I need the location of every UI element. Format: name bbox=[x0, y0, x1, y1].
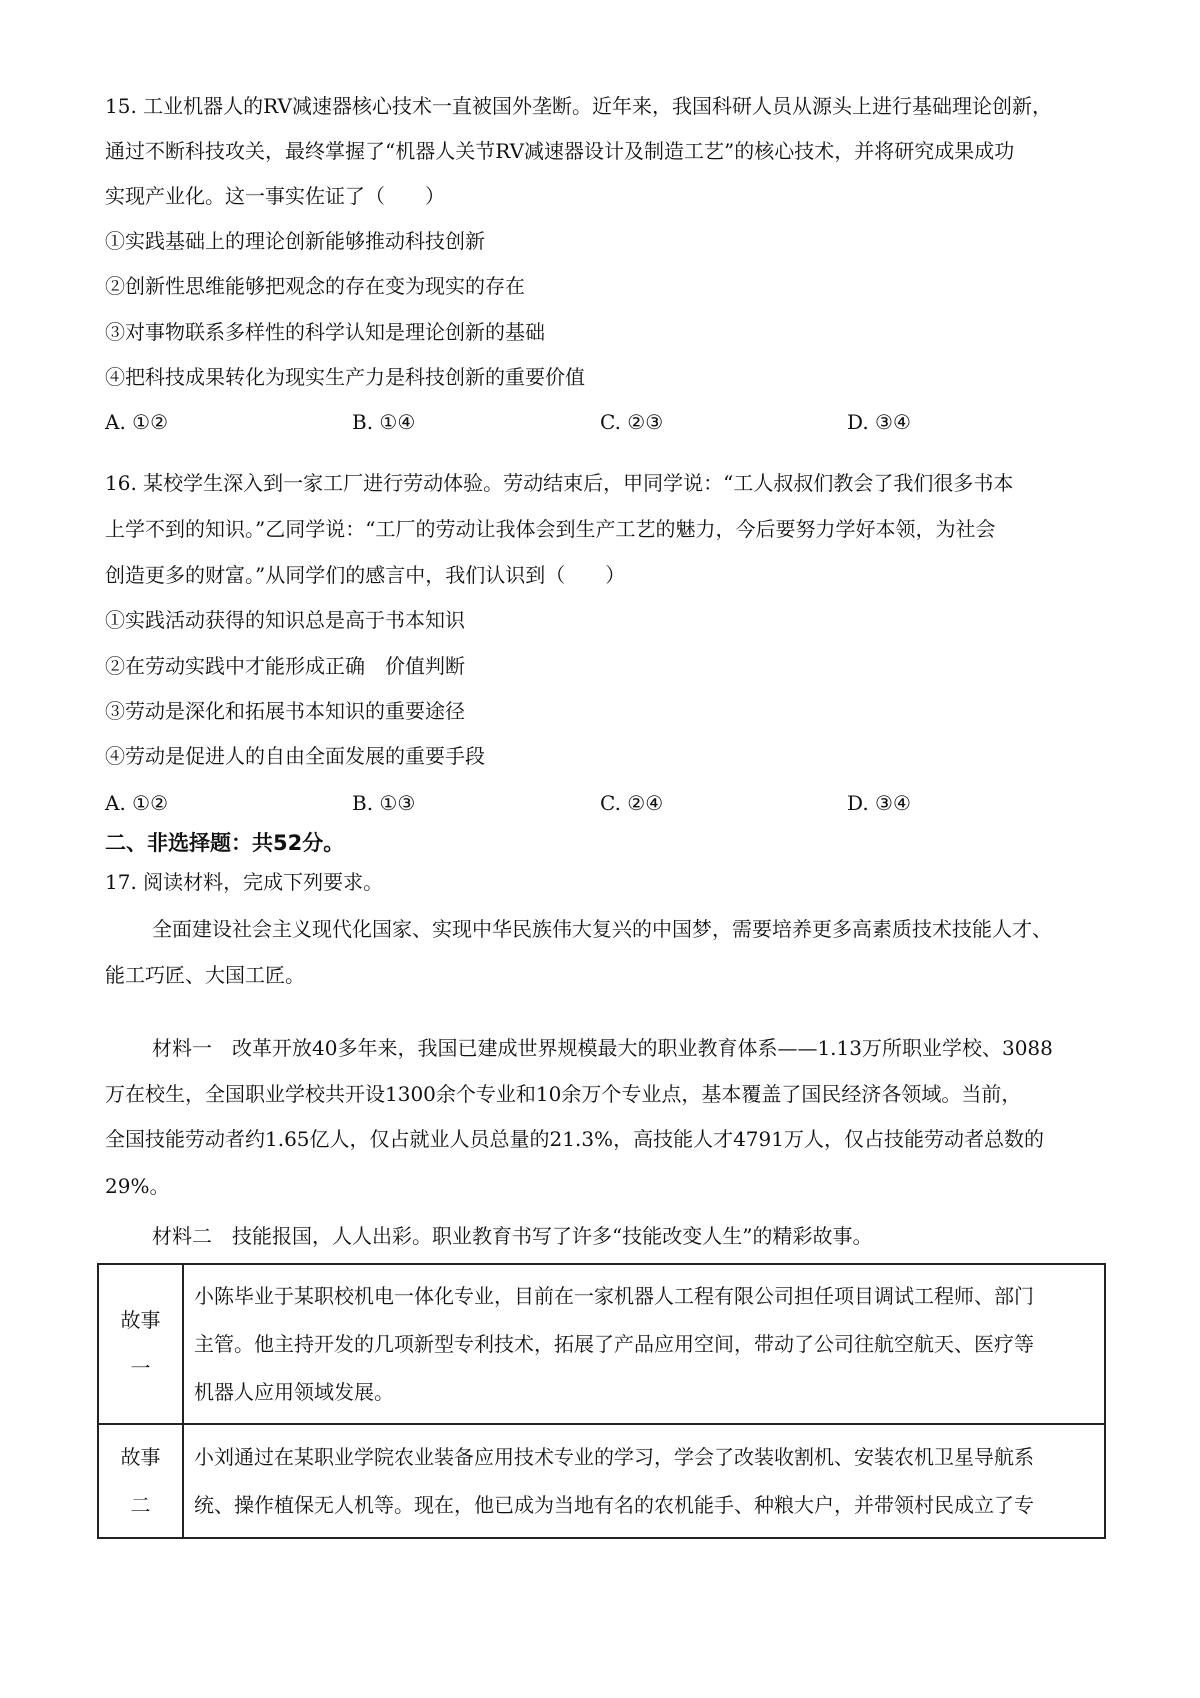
option-b: B. ①③ bbox=[352, 791, 416, 815]
story-label-part: 故事 bbox=[120, 1445, 161, 1469]
option-c: C. ②④ bbox=[600, 791, 664, 815]
story-line: 统、操作植保无人机等。现在，他已成为当地有名的农机能手、种粮大户，并带领村民成立了专 bbox=[194, 1493, 1034, 1517]
section-heading: 二、非选择题：共52分。 bbox=[105, 831, 345, 855]
question-15-statement-3: ③对事物联系多样性的科学认知是理论创新的基础 bbox=[105, 320, 545, 344]
question-16-stem-line-2: 上学不到的知识。”乙同学说：“工厂的劳动让我体会到生产工艺的魅力，今后要努力学好本领，为社会 bbox=[105, 517, 996, 541]
option-b: B. ①④ bbox=[352, 410, 416, 434]
intro-line-2: 能工巧匠、大国工匠。 bbox=[105, 963, 305, 987]
question-15-statement-1: ①实践基础上的理论创新能够推动科技创新 bbox=[105, 229, 485, 253]
material-1-line-2: 万在校生，全国职业学校共开设1300余个专业和10余万个专业点，基本覆盖了国民经济各领域。当前， bbox=[105, 1082, 1022, 1106]
material-1-line-1: 材料一 改革开放40多年来，我国已建成世界规模最大的职业教育体系——1.13万所职业学校、3088 bbox=[152, 1036, 1053, 1060]
table-row bbox=[98, 1264, 1105, 1424]
story-label-part: 故事 bbox=[120, 1308, 161, 1332]
story-1-label bbox=[98, 1264, 183, 1424]
option-a: A. ①② bbox=[105, 791, 169, 815]
story-line: 机器人应用领域发展。 bbox=[194, 1380, 394, 1404]
question-16-statement-3: ③劳动是深化和拓展书本知识的重要途径 bbox=[105, 699, 465, 723]
option-d: D. ③④ bbox=[847, 791, 911, 815]
option-d: D. ③④ bbox=[847, 410, 911, 434]
story-line: 主管。他主持开发的几项新型专利技术，拓展了产品应用空间，带动了公司往航空航天、医疗等 bbox=[194, 1332, 1034, 1356]
question-15-statement-4: ④把科技成果转化为现实生产力是科技创新的重要价值 bbox=[105, 365, 585, 389]
story-label-part: 一 bbox=[130, 1356, 151, 1380]
question-16-stem-line-3: 创造更多的财富。”从同学们的感言中，我们认识到（ ） bbox=[105, 563, 626, 587]
story-label-part: 二 bbox=[130, 1493, 151, 1517]
story-2-content bbox=[183, 1424, 1105, 1538]
question-16-options bbox=[105, 789, 1065, 817]
question-16-statement-4: ④劳动是促进人的自由全面发展的重要手段 bbox=[105, 744, 485, 768]
story-line: 小刘通过在某职业学院农业装备应用技术专业的学习，学会了改装收割机、安装农机卫星导航系 bbox=[194, 1445, 1034, 1469]
story-line: 小陈毕业于某职校机电一体化专业，目前在一家机器人工程有限公司担任项目调试工程师、部门 bbox=[194, 1284, 1034, 1308]
question-15-stem-line-2: 通过不断科技攻关，最终掌握了“机器人关节RV减速器设计及制造工艺”的核心技术，并将研究成果成功 bbox=[105, 139, 1015, 163]
table-row bbox=[98, 1424, 1105, 1538]
option-a: A. ①② bbox=[105, 410, 169, 434]
material-1-line-3: 全国技能劳动者约1.65亿人，仅占就业人员总量的21.3%，高技能人才4791万人，仅占技能劳动者总数的 bbox=[105, 1127, 1044, 1151]
question-16-statement-2: ②在劳动实践中才能形成正确 价值判断 bbox=[105, 654, 465, 678]
question-17-prompt: 17. 阅读材料，完成下列要求。 bbox=[105, 870, 384, 894]
material-1-line-4: 29%。 bbox=[105, 1174, 170, 1198]
option-c: C. ②③ bbox=[600, 410, 664, 434]
question-15-stem-line-3: 实现产业化。这一事实佐证了（ ） bbox=[105, 184, 445, 208]
question-15-stem-line-1: 15. 工业机器人的RV减速器核心技术一直被国外垄断。近年来，我国科研人员从源头上进行基础理论创新， bbox=[105, 94, 1052, 118]
question-16-stem-line-1: 16. 某校学生深入到一家工厂进行劳动体验。劳动结束后，甲同学说：“工人叔叔们教会了我们很多书本 bbox=[105, 471, 1014, 495]
intro-line-1: 全面建设社会主义现代化国家、实现中华民族伟大复兴的中国梦，需要培养更多高素质技术技能人才、 bbox=[152, 917, 1052, 941]
material-2-text: 材料二 技能报国，人人出彩。职业教育书写了许多“技能改变人生”的精彩故事。 bbox=[152, 1224, 873, 1248]
stories-table bbox=[97, 1263, 1106, 1539]
story-2-label bbox=[98, 1424, 183, 1538]
question-15-options bbox=[105, 408, 1065, 436]
question-15-statement-2: ②创新性思维能够把观念的存在变为现实的存在 bbox=[105, 274, 525, 298]
question-16-statement-1: ①实践活动获得的知识总是高于书本知识 bbox=[105, 608, 465, 632]
story-1-content bbox=[183, 1264, 1105, 1424]
